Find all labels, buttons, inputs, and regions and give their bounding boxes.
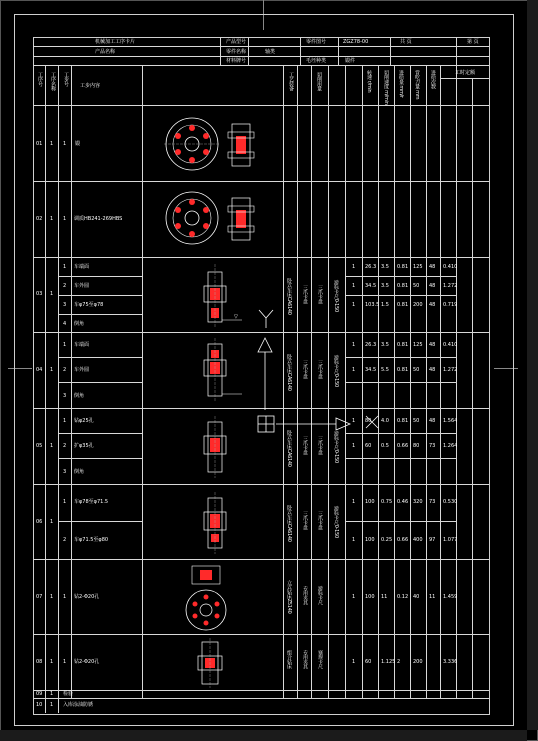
row05-step1: 1 [63, 418, 67, 424]
row07-gauge: 游标卡尺 [317, 586, 323, 605]
row7-val-6: 1.459 [443, 594, 458, 600]
row5-step2-val-6: 1.264 [443, 443, 458, 449]
row04-fixture: 三爪卡盘 [302, 360, 308, 379]
row8-val-4: 200 [413, 659, 423, 665]
col-cutting: 切削用量 [316, 72, 322, 91]
row08-step: 1 [63, 659, 67, 665]
row03-op: 03 [36, 291, 43, 297]
row08-tool: 组合钻床 [286, 650, 292, 669]
row5-step1-val-5: 48 [429, 418, 436, 424]
row6-step1-val-0: 1 [352, 499, 356, 505]
row7-val-3: 0.12 [397, 594, 409, 600]
row08-content: 钻2-Φ20孔 [74, 659, 100, 665]
row05-op: 05 [36, 443, 43, 449]
row6-step1-val-2: 0.75 [381, 499, 393, 505]
row8-val-0: 1 [352, 659, 356, 665]
col-worktime: 工时定额 [455, 70, 476, 76]
footer-row2-op: 10 [36, 702, 43, 708]
row3-step3-val-5: 48 [429, 302, 436, 308]
row7-val-5: 11 [429, 594, 436, 600]
row01-op: 01 [36, 141, 43, 147]
row4-step1-val-5: 48 [429, 342, 436, 348]
row7-val-2: 11 [381, 594, 388, 600]
row7-val-0: 1 [352, 594, 356, 600]
row05-fixture: 三爪卡盘 [302, 436, 308, 455]
row6-step2-val-6: 1.077 [443, 537, 458, 543]
row01-sub: 1 [50, 141, 54, 147]
part-name-value: 轴类 [265, 49, 276, 55]
val-sep-04-1 [345, 357, 456, 358]
row08-sub: 1 [50, 659, 54, 665]
row3-step2-val-3: 0.81 [397, 283, 409, 289]
row08-fixture: 专用夹具 [302, 650, 308, 669]
row5-step1-val-3: 0.81 [397, 418, 409, 424]
row3-step2-val-6: 1.272 [443, 283, 458, 289]
row5-step2-val-0: 1 [352, 443, 356, 449]
row03-step1: 1 [63, 264, 67, 270]
row07-op: 07 [36, 594, 43, 600]
col-line-4 [142, 65, 143, 698]
row03-sub: 1 [50, 291, 54, 297]
col-line-16 [456, 65, 457, 698]
col-line-7 [311, 65, 312, 698]
row06-sub: 1 [50, 519, 54, 525]
sub-sep-03-3 [58, 314, 142, 315]
row7-val-1: 100 [365, 594, 375, 600]
col-op-name: 工序名称 [50, 72, 56, 91]
col-line-1 [45, 65, 46, 713]
row04-step1: 1 [63, 342, 67, 348]
crosshair-cursor-icon[interactable] [256, 414, 276, 434]
row01-step: 1 [63, 141, 67, 147]
row-sep-5 [33, 484, 489, 485]
row07-part-drawing [180, 562, 240, 634]
row6-step1-val-4: 320 [413, 499, 423, 505]
row5-step2-val-2: 0.5 [381, 443, 389, 449]
row3-step1-val-2: 3.5 [381, 264, 389, 270]
row04-op: 04 [36, 367, 43, 373]
sub-sep-03-1 [58, 276, 142, 277]
axis-arrow-icon [276, 414, 356, 434]
row05-gauge: 游标卡尺0-150 [333, 431, 339, 463]
row05-content1: 钻φ25孔 [74, 418, 94, 424]
header-div-6 [456, 37, 457, 65]
row-sep-9 [33, 698, 489, 699]
row3-step3-val-3: 0.81 [397, 302, 409, 308]
row05-sub: 1 [50, 443, 54, 449]
col-op-no: 工序号 [37, 72, 43, 87]
col-speed: 转速 r/min [366, 70, 372, 93]
row03-step3: 3 [63, 302, 67, 308]
row4-step1-val-2: 3.5 [381, 342, 389, 348]
row5-step2-val-4: 80 [413, 443, 420, 449]
row03-tool: 卧式车床CA6140 [286, 278, 292, 315]
header-div-4 [338, 37, 339, 65]
row5-step2-val-3: 0.66 [397, 443, 409, 449]
row5-step1-val-1: 80 [365, 418, 372, 424]
row4-step2-val-4: 50 [413, 367, 420, 373]
val-sep-05-2 [345, 458, 456, 459]
row06-fixture: 三爪卡盘 [302, 511, 308, 530]
row03-step2: 2 [63, 283, 67, 289]
col-line-8 [328, 65, 329, 698]
row05-part-drawing [198, 414, 248, 480]
row04-gauge: 游标卡尺0-150 [333, 355, 339, 387]
svg-text:▽: ▽ [234, 314, 238, 320]
part-name-label: 零件名称 [226, 49, 247, 55]
row05-tool: 卧式车床CA6140 [286, 430, 292, 467]
row5-step1-val-0: 1 [352, 418, 356, 424]
col-line-6 [297, 65, 298, 698]
row03-content2: 车外圆 [74, 283, 90, 289]
row04-content3: 倒角 [74, 393, 85, 399]
row4-step1-val-3: 0.81 [397, 342, 409, 348]
row04-step2: 2 [63, 367, 67, 373]
val-sep-06-1 [345, 521, 456, 522]
row07-step: 1 [63, 594, 67, 600]
row4-step2-val-3: 0.81 [397, 367, 409, 373]
sub-sep-05-1 [58, 433, 142, 434]
row06-tool: 卧式车床CA6140 [286, 505, 292, 542]
row5-step1-val-6: 1.564 [443, 418, 458, 424]
row04-content1: 车端面 [74, 342, 90, 348]
footer-row2-sub: 1 [50, 702, 54, 708]
ucs-icon [256, 308, 276, 328]
col-passes: 进给次数 [430, 70, 436, 89]
x-marker-icon [364, 414, 380, 430]
row02-op: 02 [36, 216, 43, 222]
col-velocity: 切削速度 m/min [383, 70, 389, 105]
row06-step1: 1 [63, 499, 67, 505]
row8-val-3: 2 [397, 659, 401, 665]
col-line-5 [283, 65, 284, 698]
row6-step1-val-1: 100 [365, 499, 375, 505]
row3-step2-val-1: 34.5 [365, 283, 377, 289]
row07-sub: 1 [50, 594, 54, 600]
row6-step2-val-5: 97 [429, 537, 436, 543]
row4-step1-val-1: 26.3 [365, 342, 377, 348]
row3-step1-val-5: 48 [429, 264, 436, 270]
part-drawing-no: ZGZ78-00 [343, 39, 369, 45]
row3-step1-val-1: 26.3 [365, 264, 377, 270]
sub-sep-04-2 [58, 382, 142, 383]
row05-content2: 扩φ35孔 [74, 443, 94, 449]
row06-fixture-b: 三爪卡盘 [317, 511, 323, 530]
row4-step1-val-6: 0.410 [443, 342, 458, 348]
row6-step2-val-4: 400 [413, 537, 423, 543]
row06-part-drawing [198, 490, 248, 556]
header-rule-3 [33, 65, 489, 66]
row04-content2: 车外圆 [74, 367, 90, 373]
row3-step2-val-5: 48 [429, 283, 436, 289]
row3-step1-val-6: 0.410 [443, 264, 458, 270]
part-drawing-label: 零件图号 [306, 39, 327, 45]
col-depth: 背吃刀量 mm [414, 70, 420, 100]
row3-step2-val-4: 50 [413, 283, 420, 289]
row03-fixture-b: 三爪卡盘 [317, 285, 323, 304]
val-sep-05-1 [345, 433, 456, 434]
row5-step1-val-4: 50 [413, 418, 420, 424]
vertical-scrollbar[interactable] [527, 0, 538, 730]
footer-row1-op: 09 [36, 691, 43, 697]
col-line-2 [58, 65, 59, 713]
row05-fixture-b: 三爪卡盘 [317, 436, 323, 455]
row3-step2-val-2: 3.5 [381, 283, 389, 289]
row6-step1-val-5: 73 [429, 499, 436, 505]
row3-step3-val-0: 1 [352, 302, 356, 308]
row03-content3: 车φ75至φ78 [74, 302, 104, 308]
header-div-1 [220, 37, 221, 65]
row04-sub: 1 [50, 367, 54, 373]
row-sep-3 [33, 332, 489, 333]
col-feed: 进给量 mm/r [398, 70, 404, 98]
header-div-3 [300, 37, 301, 65]
row07-tool: 立式钻床Z5140 [286, 580, 292, 614]
row3-step3-val-2: 1.5 [381, 302, 389, 308]
row4-step1-val-4: 125 [413, 342, 423, 348]
row7-val-4: 40 [413, 594, 420, 600]
row6-step2-val-2: 0.25 [381, 537, 393, 543]
row3-step2-val-0: 1 [352, 283, 356, 289]
row-sep-1 [33, 181, 489, 182]
row6-step2-val-3: 0.66 [397, 537, 409, 543]
row-sep-7 [33, 634, 489, 635]
material-label: 材料牌号 [226, 58, 247, 64]
val-sep-04-2 [345, 382, 456, 383]
row8-val-1: 60 [365, 659, 372, 665]
row4-step2-val-2: 5.5 [381, 367, 389, 373]
val-sep-03-1 [345, 276, 456, 277]
row02-step: 1 [63, 216, 67, 222]
row01-part-drawing [160, 110, 260, 180]
val-sep-03-2 [345, 295, 456, 296]
row07-content: 钻2-Φ20孔 [74, 594, 100, 600]
row03-part-drawing [198, 262, 248, 330]
row5-step1-val-2: 4.0 [381, 418, 389, 424]
worktime-subrule [440, 78, 489, 79]
row3-step3-val-6: 0.719 [443, 302, 458, 308]
row-sep-6 [33, 559, 489, 560]
row5-step2-val-5: 73 [429, 443, 436, 449]
row6-step1-val-3: 0.46 [397, 499, 409, 505]
row02-part-drawing [160, 185, 260, 255]
sub-sep-03-2 [58, 295, 142, 296]
row03-content1: 车端面 [74, 264, 90, 270]
blank-value: 锻件 [345, 58, 356, 64]
col-step-no: 工步号 [63, 72, 69, 87]
sub-sep-05-2 [58, 458, 142, 459]
footer-row2-name: 入库涂油防锈 [63, 702, 94, 708]
row03-step4: 4 [63, 321, 67, 327]
header-rule-2 [33, 56, 489, 57]
row4-step2-val-1: 34.5 [365, 367, 377, 373]
row6-step2-val-0: 1 [352, 537, 356, 543]
row3-step1-val-4: 125 [413, 264, 423, 270]
header-rule-4 [33, 105, 489, 106]
page-label: 共 页 [400, 39, 412, 45]
header-rule-1 [33, 46, 489, 47]
row05-step2: 2 [63, 443, 67, 449]
row02-content: 调质HB241-269HBS [74, 216, 123, 222]
row01-content: 锻 [75, 141, 81, 147]
row08-part-drawing [190, 636, 240, 690]
cursor-arrow-icon [254, 338, 276, 418]
row4-step2-val-0: 1 [352, 367, 356, 373]
col-line-17 [472, 78, 473, 698]
row08-gauge: 塞规卡尺 [317, 650, 323, 669]
product-model-label: 产品型号 [226, 39, 247, 45]
sheet-label: 第 页 [467, 39, 479, 45]
row06-gauge: 游标卡尺0-150 [333, 506, 339, 538]
footer-row1-name: 检验 [63, 691, 74, 697]
row08-op: 08 [36, 659, 43, 665]
row6-step2-val-1: 100 [365, 537, 375, 543]
row-sep-2 [33, 257, 489, 258]
horizontal-scrollbar[interactable] [0, 730, 527, 741]
row4-step2-val-6: 1.272 [443, 367, 458, 373]
row4-step2-val-5: 48 [429, 367, 436, 373]
col-equipment: 工艺装备 [288, 72, 294, 91]
row06-content1: 车φ78至φ71.5 [74, 499, 109, 505]
row03-content4: 倒角 [74, 321, 85, 327]
sub-sep-04-1 [58, 357, 142, 358]
footer-row1-sub: 1 [50, 691, 54, 697]
row04-fixture-b: 三爪卡盘 [317, 360, 323, 379]
row04-tool: 卧式车床CA6140 [286, 354, 292, 391]
row5-step2-val-1: 60 [365, 443, 372, 449]
row3-step3-val-4: 200 [413, 302, 423, 308]
product-name-label: 产品名称 [95, 49, 116, 55]
row03-fixture: 三爪卡盘 [302, 285, 308, 304]
card-title: 机械加工工序卡片 [95, 39, 136, 45]
row03-gauge: 游标卡尺0-150 [333, 280, 339, 312]
row3-step1-val-3: 0.81 [397, 264, 409, 270]
row05-content3: 倒角 [74, 469, 85, 475]
row06-content2: 车φ71.5至φ80 [74, 537, 109, 543]
row3-step3-val-1: 103.5 [365, 302, 380, 308]
row06-step2: 2 [63, 537, 67, 543]
sub-sep-06-1 [58, 521, 142, 522]
row05-step3: 3 [63, 469, 67, 475]
row8-val-6: 3.336 [443, 659, 458, 665]
row07-fixture: 专用夹具 [302, 586, 308, 605]
row02-sub: 1 [50, 216, 54, 222]
blank-label: 毛坯种类 [306, 58, 327, 64]
row8-val-2: 1.125 [381, 659, 396, 665]
row3-step1-val-0: 1 [352, 264, 356, 270]
row6-step1-val-6: 0.530 [443, 499, 458, 505]
header-div-5 [390, 37, 391, 65]
row4-step1-val-0: 1 [352, 342, 356, 348]
row-sep-8 [33, 690, 489, 691]
col-step-content: 工步内容 [80, 83, 101, 89]
row06-op: 06 [36, 519, 43, 525]
header-div-2 [248, 37, 249, 65]
row04-step3: 3 [63, 393, 67, 399]
row04-part-drawing [198, 336, 248, 404]
